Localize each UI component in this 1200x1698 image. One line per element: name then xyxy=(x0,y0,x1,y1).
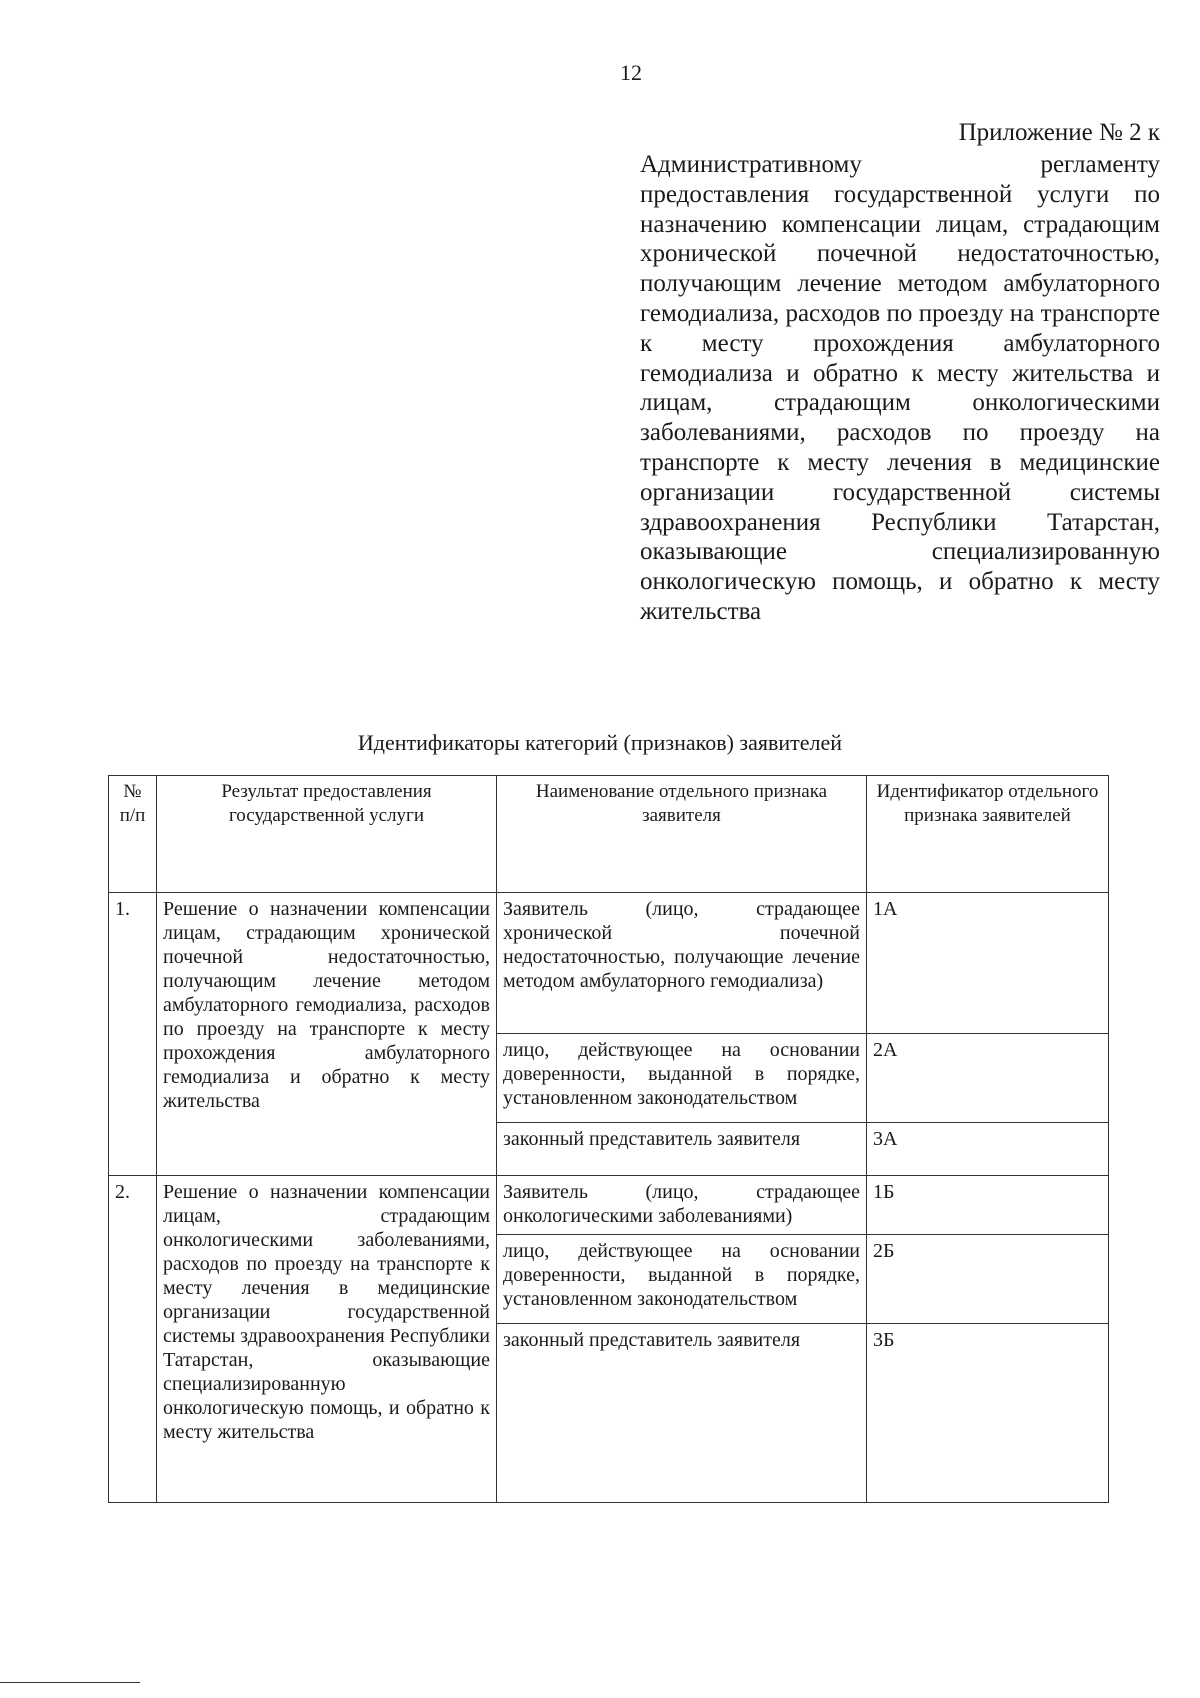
header-code: Идентификатор отдельного признака заявителей xyxy=(867,776,1109,893)
row-num: 1. xyxy=(109,893,157,1176)
row-sign: лицо, действующее на основании доверенности, выданной в порядке, установленном законодательством xyxy=(497,1034,867,1123)
row-result: Решение о назначении компенсации лицам, страдающим хронической почечной недостаточностью, получающим лечение методом амбулаторного гемодиализа, расходов по проезду на транспорте к месту прохождения амбулаторного гемодиализа и обратно к месту жительства xyxy=(157,893,497,1176)
row-sign: законный представитель заявителя xyxy=(497,1123,867,1176)
header-sign: Наименование отдельного признака заявителя xyxy=(497,776,867,893)
row-code: 3Б xyxy=(867,1324,1109,1503)
row-num: 2. xyxy=(109,1176,157,1503)
row-code: 2Б xyxy=(867,1235,1109,1324)
page-number: 12 xyxy=(620,60,642,85)
footnote-divider xyxy=(0,1682,140,1683)
appendix-title: Приложение № 2 к xyxy=(958,119,1160,146)
table-row xyxy=(109,893,1109,1034)
row-code: 1Б xyxy=(867,1176,1109,1235)
row-result: Решение о назначении компенсации лицам, страдающим онкологическими заболеваниями, расходов по проезду на транспорте к месту лечения в медицинские организации государственной системы здравоохранения Республики Татарстан, оказывающие специализированную онкологическую помощь, и обратно к месту жительства xyxy=(157,1176,497,1503)
row-code: 1А xyxy=(867,893,1109,1034)
identifiers-table xyxy=(108,775,1109,1503)
row-code: 2А xyxy=(867,1034,1109,1123)
table-header-row xyxy=(109,776,1109,893)
row-sign: законный представитель заявителя xyxy=(497,1324,867,1503)
appendix-body: Административному регламенту предоставления государственной услуги по назначению компенсации лицам, страдающим хронической почечной недостаточностью, получающим лечение методом амбулаторного гемодиализа, расходов по проезду на транспорте к месту прохождения амбулаторного гемодиализа и обратно к месту жительства и лицам, страдающим онкологическими заболеваниями, расходов по проезду на транспорте к месту лечения в медицинские организации государственной системы здравоохранения Республики Татарстан, оказывающие специализированную онкологическую помощь, и обратно к месту жительства xyxy=(640,151,1160,625)
row-code: 3А xyxy=(867,1123,1109,1176)
row-sign: лицо, действующее на основании доверенности, выданной в порядке, установленном законодательством xyxy=(497,1235,867,1324)
table-row xyxy=(109,1176,1109,1235)
header-result: Результат предоставления государственной услуги xyxy=(157,776,497,893)
table-caption: Идентификаторы категорий (признаков) заявителей xyxy=(357,730,843,755)
header-num: № п/п xyxy=(109,776,157,893)
row-sign: Заявитель (лицо, страдающее хронической почечной недостаточностью, получающие лечение методом амбулаторного гемодиализа) xyxy=(497,893,867,1034)
row-sign: Заявитель (лицо, страдающее онкологическими заболеваниями) xyxy=(497,1176,867,1235)
